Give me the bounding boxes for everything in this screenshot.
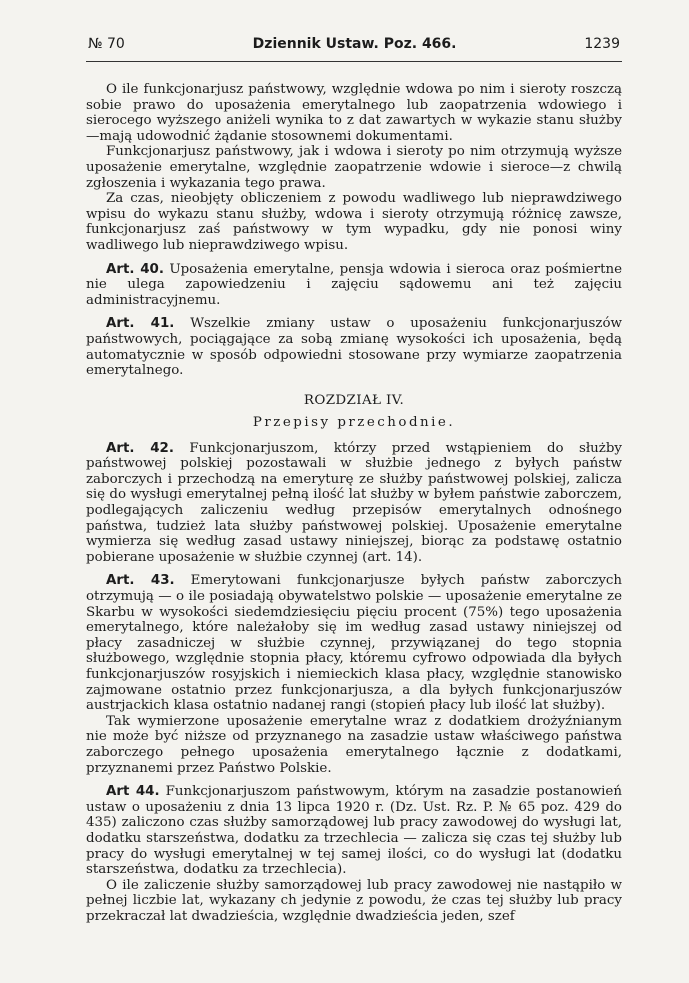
header-rule: [86, 61, 622, 62]
paragraph-difference: Za czas, nieobjęty obliczeniem z powodu wadliwego lub nieprawdziwego wpisu do wykazu stanu służby, wdowa i sieroty otrzymują różnicę zawsze, funkcjonarjusz zaś państwowy w tym wypadku, gdy nie ponosi winy wadliwego lub nieprawdziwego wpisu.: [86, 191, 622, 253]
article-44-label: Art 44.: [106, 784, 160, 800]
issue-number: № 70: [88, 36, 125, 52]
article-43-label: Art. 43.: [106, 573, 175, 589]
article-43-text: Emerytowani funkcjonarjusze byłych państw zaborczych otrzymują — o ile posiadają obywatelstwo polskie — uposażenie emerytalne ze Skarbu w wysokości siedemdziesięciu pięciu procent (75%) tego uposażenia emerytalnego, które należałoby się im według zasad ustawy niniejszej od płacy zasadniczej w służbie czynnej, przywiązanej do tego stopnia służbowego, względnie stopnia płacy, któremu cyfrowo odpowiada dla byłych funkcjonarjuszów rosyjskich i niemieckich klasa płacy, względnie stanowisko zajmowane ostatnio przez funkcjonarjusza, a dla byłych funkcjonarjuszów austrjackich klasa ostatnio nadanej rangi (stopień płacy lub ilość lat służby).: [86, 573, 623, 714]
chapter-title: ROZDZIAŁ IV.: [303, 392, 405, 408]
article-44-paragraph-2: O ile zaliczenie służby samorządowej lub pracy zawodowej nie nastąpiło w pełnej liczbie lat, wykazany ch jedynie z powodu, że czas tej służby lub pracy przekraczał lat dwadzieścia, względnie dwadzieścia jeden, szef: [86, 877, 622, 924]
article-41-text: Wszelkie zmiany ustaw o uposażeniu funkcjonarjuszów państwowych, pociągające za sobą zmianę wysokości ich uposażenia, będą automatycznie w sposób odpowiedni stosowane przy wymiarze zaopatrzenia emerytalnego.: [86, 316, 623, 379]
journal-title: Dziennik Ustaw. Poz. 466.: [252, 36, 457, 52]
article-42: [86, 441, 622, 566]
page-number: 1239: [584, 36, 620, 52]
paragraph-claims: O ile funkcjonarjusz państwowy, względnie wdowa po nim i sieroty roszczą sobie prawo do uposażenia emerytalnego lub zaopatrzenia wdowiego i sierocego wyższego aniżeli wynika to z dat zawartych w wykazie stanu służby—mają udowodnić żądanie stosownemi dokumentami.: [86, 82, 622, 144]
article-41-label: Art. 41.: [106, 316, 175, 332]
article-42-label: Art. 42.: [106, 440, 174, 456]
article-41: [86, 316, 622, 378]
chapter-subtitle: Przepisy przechodnie.: [252, 414, 456, 430]
article-44-text: Funkcjonarjuszom państwowym, którym na zasadzie postanowień ustaw o uposażeniu z dnia 13 lipca 1920 r. (Dz. Ust. Rz. P. № 65 poz. 429 do 435) zaliczono czas służby samorządowej lub pracy zawodowej do wysługi lat, dodatku starszeństwa, dodatku za trzechlecia — zalicza się czas tej służby lub pracy do wysługi emerytalnej w tej samej ilości, co do wysługi lat (dodatku starszeństwa, dodatku za trzechlecia).: [86, 784, 622, 878]
paragraph-higher-pension: Funkcjonarjusz państwowy, jak i wdowa i sieroty po nim otrzymują wyższe uposażenie emerytalne, względnie zaopatrzenie wdowie i sieroce—z chwilą zgłoszenia i wykazania tego prawa.: [86, 144, 622, 191]
article-40-label: Art. 40.: [106, 261, 164, 277]
article-40-text: Uposażenia emerytalne, pensja wdowia i sieroca oraz pośmiertne nie ulega zapowiedzeniu i zajęciu sądowemu ani też zajęciu administracyjnemu.: [86, 261, 622, 308]
article-43-paragraph-2: Tak wymierzone uposażenie emerytalne wraz z dodatkiem drożyźnianym nie może być niższe od przyznanego na zasadzie ustaw właściwego państwa zaborczego pełnego uposażenia emerytalnego łącznie z dodatkami, przyznanemi przez Państwo Polskie.: [86, 713, 622, 776]
article-40: [86, 262, 622, 309]
article-44: [86, 784, 622, 878]
page-header: [86, 36, 622, 52]
article-43: [86, 573, 622, 713]
article-42-text: Funkcjonarjuszom, którzy przed wstąpieniem do służby państwowej polskiej pozostawali w służbie jednego z byłych państw zaborczych i przechodzą na emeryturę ze służby państwowej polskiej, zalicza się do wysługi emerytalnej pełną ilość lat służby w byłem państwie zaborczem, podlegających zaliczeniu według przepisów emerytalnych odnośnego państwa, tudzież lata służby państwowej polskiej. Uposażenie emerytalne wymierza się według zasad ustawy niniejszej, biorąc za podstawę ostatnio pobierane uposażenie w służbie czynnej (art. 14).: [86, 440, 623, 565]
